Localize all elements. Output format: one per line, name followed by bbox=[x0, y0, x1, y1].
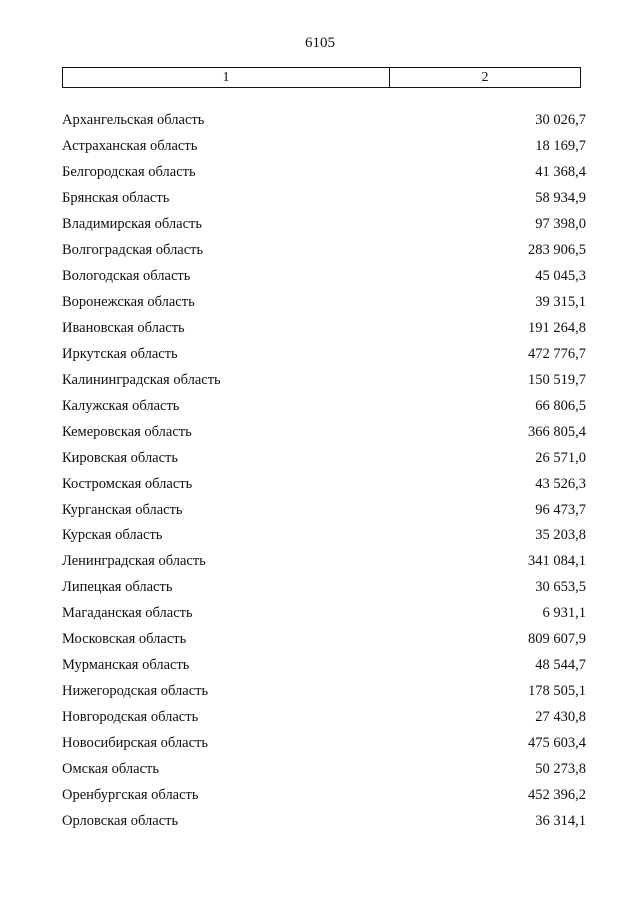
region-value: 35 203,8 bbox=[535, 527, 586, 544]
region-value: 475 603,4 bbox=[528, 734, 586, 751]
region-name: Белгородская область bbox=[62, 164, 196, 181]
table-row bbox=[62, 601, 586, 627]
region-value: 50 273,8 bbox=[535, 760, 586, 777]
column-header-table bbox=[62, 67, 581, 88]
table-row bbox=[62, 627, 586, 653]
page-number: 6105 bbox=[305, 35, 335, 51]
region-name: Орловская область bbox=[62, 812, 179, 829]
region-value: 26 571,0 bbox=[535, 449, 586, 466]
region-name: Калужская область bbox=[62, 397, 180, 414]
region-value: 96 473,7 bbox=[535, 501, 586, 518]
region-name: Калининградская область bbox=[62, 371, 221, 388]
region-value: 45 045,3 bbox=[535, 268, 586, 285]
table-row bbox=[62, 782, 586, 808]
region-name: Кировская область bbox=[62, 449, 179, 466]
table-row bbox=[62, 549, 586, 575]
region-value: 178 505,1 bbox=[528, 683, 586, 700]
region-value: 472 776,7 bbox=[528, 345, 586, 362]
table-row bbox=[62, 497, 586, 523]
table-row bbox=[62, 290, 586, 316]
region-value: 30 026,7 bbox=[535, 112, 586, 129]
table-row bbox=[62, 471, 586, 497]
region-value: 341 084,1 bbox=[528, 553, 586, 570]
region-value: 191 264,8 bbox=[528, 319, 586, 336]
table-row bbox=[62, 238, 586, 264]
region-name: Новосибирская область bbox=[62, 734, 208, 751]
region-value: 48 544,7 bbox=[535, 657, 586, 674]
table-row bbox=[62, 575, 586, 601]
region-value: 41 368,4 bbox=[535, 164, 586, 181]
region-name: Магаданская область bbox=[62, 605, 193, 622]
region-name: Кемеровская область bbox=[62, 423, 192, 440]
column-header-1: 1 bbox=[63, 68, 390, 87]
region-name: Новгородская область bbox=[62, 709, 199, 726]
region-value: 27 430,8 bbox=[535, 709, 586, 726]
region-name: Архангельская область bbox=[62, 112, 205, 129]
table-row bbox=[62, 756, 586, 782]
region-name: Владимирская область bbox=[62, 216, 202, 233]
region-name: Омская область bbox=[62, 760, 159, 777]
region-value: 366 805,4 bbox=[528, 423, 586, 440]
region-name: Мурманская область bbox=[62, 657, 190, 674]
table-row bbox=[62, 523, 586, 549]
table-row bbox=[62, 108, 586, 134]
region-name: Оренбургская область bbox=[62, 786, 199, 803]
region-name: Вологодская область bbox=[62, 268, 191, 285]
region-value: 283 906,5 bbox=[528, 242, 586, 259]
region-name: Нижегородская область bbox=[62, 683, 209, 700]
table-row bbox=[62, 679, 586, 705]
region-name: Воронежская область bbox=[62, 294, 195, 311]
table-row bbox=[62, 393, 586, 419]
table-row bbox=[62, 264, 586, 290]
region-value: 6 931,1 bbox=[542, 605, 586, 622]
region-name: Костромская область bbox=[62, 475, 193, 492]
region-value: 18 169,7 bbox=[535, 138, 586, 155]
region-value: 452 396,2 bbox=[528, 786, 586, 803]
region-name: Иркутская область bbox=[62, 345, 178, 362]
region-name: Липецкая область bbox=[62, 579, 173, 596]
table-row bbox=[62, 160, 586, 186]
region-name: Курская область bbox=[62, 527, 163, 544]
region-value: 809 607,9 bbox=[528, 631, 586, 648]
table-row bbox=[62, 731, 586, 757]
region-name: Ивановская область bbox=[62, 319, 185, 336]
region-value: 36 314,1 bbox=[535, 812, 586, 829]
region-value: 150 519,7 bbox=[528, 371, 586, 388]
region-value: 43 526,3 bbox=[535, 475, 586, 492]
region-value: 30 653,5 bbox=[535, 579, 586, 596]
region-value: 97 398,0 bbox=[535, 216, 586, 233]
table-row bbox=[62, 186, 586, 212]
region-name: Курганская область bbox=[62, 501, 183, 518]
table-row bbox=[62, 341, 586, 367]
table-row bbox=[62, 808, 586, 834]
region-name: Ленинградская область bbox=[62, 553, 206, 570]
column-header-2: 2 bbox=[481, 70, 489, 85]
table-row bbox=[62, 134, 586, 160]
region-name: Астраханская область bbox=[62, 138, 198, 155]
table-row bbox=[62, 419, 586, 445]
table-row bbox=[62, 445, 586, 471]
region-value: 39 315,1 bbox=[535, 294, 586, 311]
table-row bbox=[62, 367, 586, 393]
region-name: Брянская область bbox=[62, 190, 170, 207]
table-row bbox=[62, 316, 586, 342]
table-row bbox=[62, 212, 586, 238]
region-name: Московская область bbox=[62, 631, 187, 648]
table-row bbox=[62, 653, 586, 679]
region-name: Волгоградская область bbox=[62, 242, 204, 259]
region-list bbox=[62, 108, 586, 834]
region-value: 66 806,5 bbox=[535, 397, 586, 414]
region-value: 58 934,9 bbox=[535, 190, 586, 207]
table-row bbox=[62, 705, 586, 731]
